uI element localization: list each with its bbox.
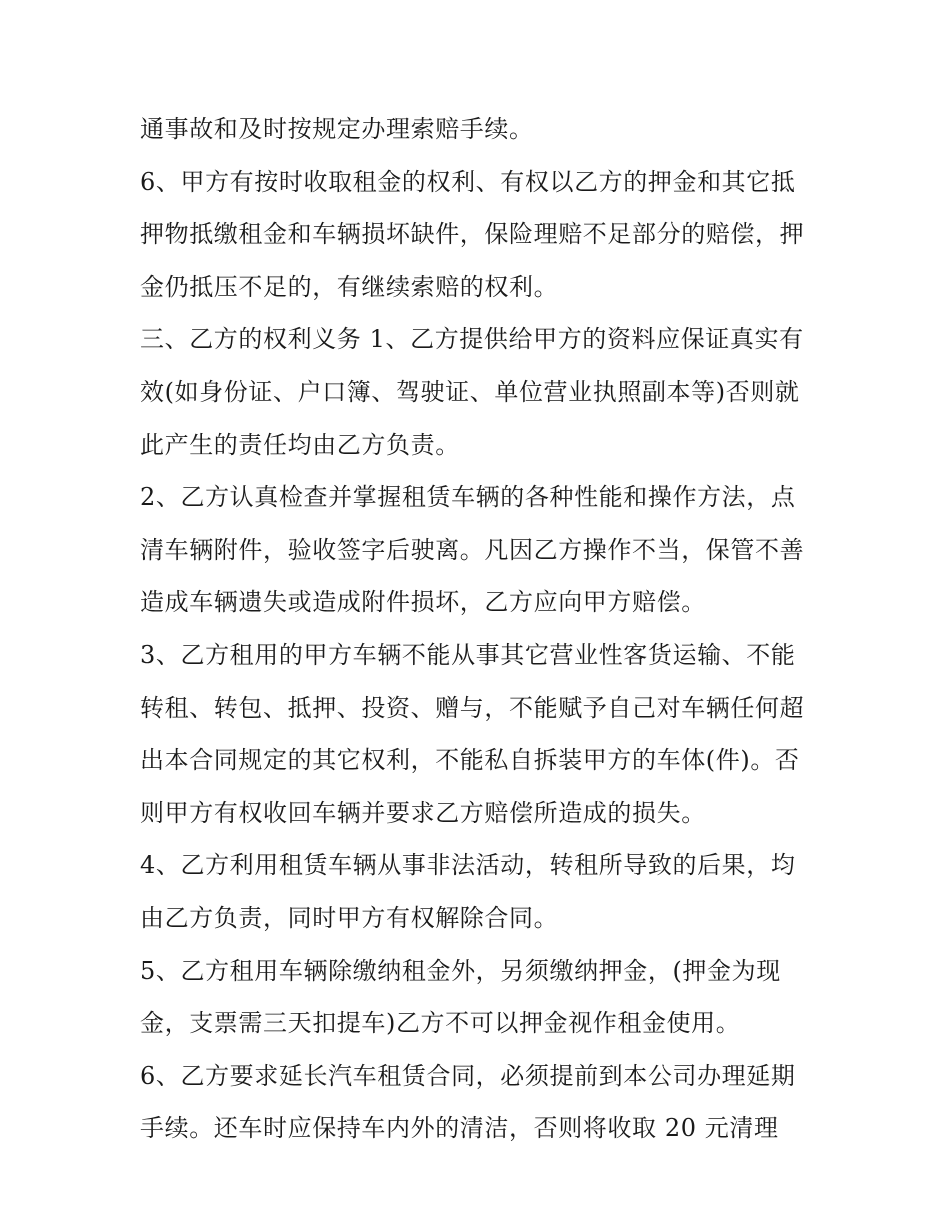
text-line: 出本合同规定的其它权利，不能私自拆装甲方的车体(件)。否 (140, 746, 800, 775)
text-line: 转租、转包、抵押、投资、赠与，不能赋予自己对车辆任何超 (140, 693, 805, 722)
text-line: 5、乙方租用车辆除缴纳租金外，另须缴纳押金，(押金为现 (140, 956, 781, 985)
text-line: 2、乙方认真检查并掌握租赁车辆的各种性能和操作方法，点 (140, 483, 796, 512)
document-body (140, 103, 820, 1155)
text-line: 由乙方负责，同时甲方有权解除合同。 (140, 903, 559, 932)
text-line: 则甲方有权收回车辆并要求乙方赔偿所造成的损失。 (140, 798, 706, 827)
text-line: 6、甲方有按时收取租金的权利、有权以乙方的押金和其它抵 (140, 167, 796, 196)
text-line: 6、乙方要求延长汽车租赁合同，必须提前到本公司办理延期 (140, 1061, 796, 1090)
text-line: 效(如身份证、户口簿、驾驶证、单位营业执照副本等)否则就 (140, 377, 800, 406)
text-line: 清车辆附件，验收签字后驶离。凡因乙方操作不当，保管不善 (140, 535, 805, 564)
text-line: 造成车辆遗失或造成附件损坏，乙方应向甲方赔偿。 (140, 588, 706, 617)
text-line: 金，支票需三天扣提车)乙方不可以押金视作租金使用。 (140, 1009, 741, 1038)
text-line: 押物抵缴租金和车辆损坏缺件，保险理赔不足部分的赔偿，押 (140, 220, 805, 249)
text-line: 此产生的责任均由乙方负责。 (140, 430, 460, 459)
text-line: 通事故和及时按规定办理索赔手续。 (140, 115, 534, 143)
text-line: 三、乙方的权利义务 1、乙方提供给甲方的资料应保证真实有 (140, 325, 804, 354)
text-line: 手续。还车时应保持车内外的清洁，否则将收取 20 元清理 (140, 1114, 779, 1143)
text-line: 4、乙方利用租赁车辆从事非法活动，转租所导致的后果，均 (140, 851, 796, 880)
text-line: 3、乙方租用的甲方车辆不能从事其它营业性客货运输、不能 (140, 640, 796, 669)
text-line: 金仍抵压不足的，有继续索赔的权利。 (140, 272, 559, 301)
